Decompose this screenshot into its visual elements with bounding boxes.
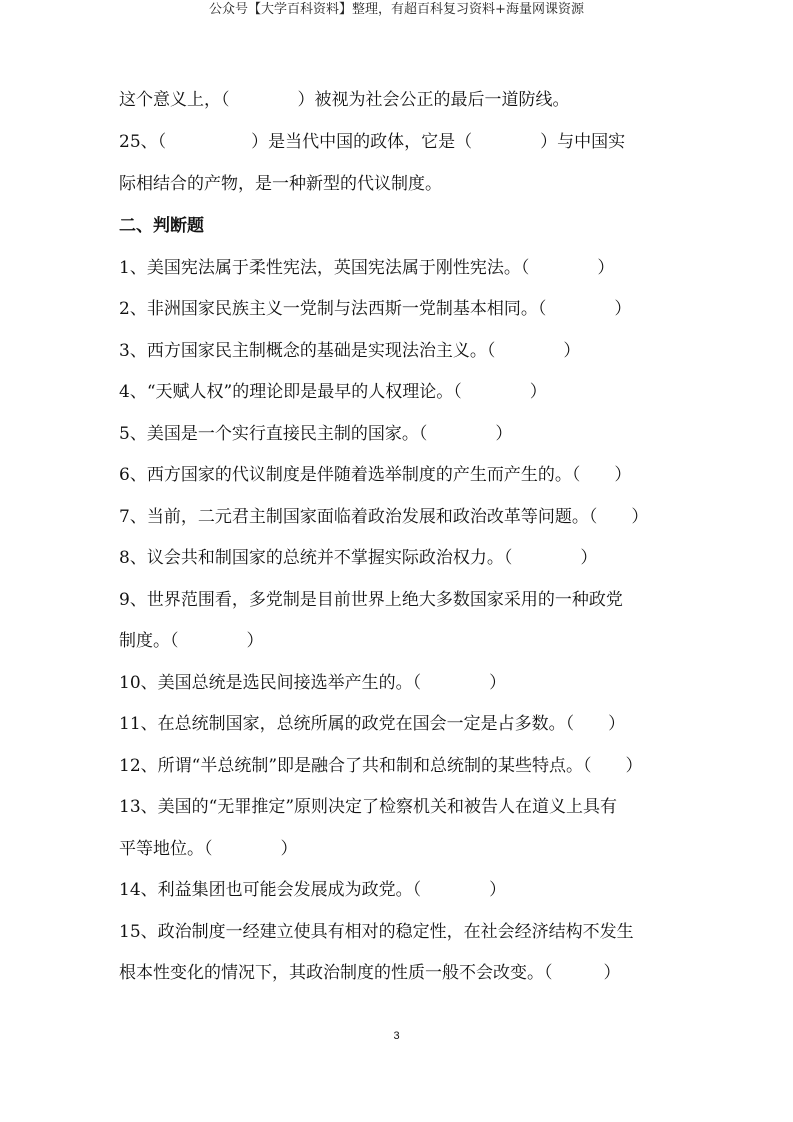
- question-11: 11、在总统制国家，总统所属的政党在国会一定是占多数。（ ）: [119, 714, 626, 734]
- question-9-line-1: 9、世界范围看，多党制是目前世界上绝大多数国家采用的一种政党: [119, 590, 623, 610]
- question-5: 5、美国是一个实行直接民主制的国家。（ ）: [119, 424, 513, 444]
- text-line: 这个意义上，（ ）被视为社会公正的最后一道防线。: [119, 90, 570, 110]
- page-header: 公众号【大学百科资料】整理，有超百科复习资料+海量网课资源: [209, 2, 584, 17]
- question-7: 7、当前，二元君主制国家面临着政治发展和政治改革等问题。（ ）: [119, 507, 649, 527]
- question-6: 6、西方国家的代议制度是伴随着选举制度的产生而产生的。（ ）: [119, 465, 632, 485]
- question-13-line-1: 13、美国的“无罪推定”原则决定了检察机关和被告人在道义上具有: [119, 797, 618, 817]
- question-9-line-2: 制度。（ ）: [119, 631, 264, 651]
- question-15-line-1: 15、政治制度一经建立使具有相对的稳定性，在社会经济结构不发生: [119, 922, 634, 942]
- question-12: 12、所谓“半总统制”即是融合了共和制和总统制的某些特点。（ ）: [119, 756, 643, 776]
- question-15-line-2: 根本性变化的情况下，其政治制度的性质一般不会改变。（ ）: [119, 963, 621, 983]
- question-4: 4、“天赋人权”的理论即是最早的人权理论。（ ）: [119, 382, 547, 402]
- question-8: 8、议会共和制国家的总统并不掌握实际政治权力。（ ）: [119, 548, 598, 568]
- question-14: 14、利益集团也可能会发展成为政党。（ ）: [119, 880, 507, 900]
- section-heading: 二、判断题: [119, 216, 204, 236]
- question-3: 3、西方国家民主制概念的基础是实现法治主义。（ ）: [119, 341, 581, 361]
- question-25-line-1: 25、（ ）是当代中国的政体，它是（ ）与中国实: [119, 132, 626, 152]
- question-2: 2、非洲国家民族主义一党制与法西斯一党制基本相同。（ ）: [119, 299, 632, 319]
- question-10: 10、美国总统是选民间接选举产生的。（ ）: [119, 673, 507, 693]
- question-1: 1、美国宪法属于柔性宪法，英国宪法属于刚性宪法。（ ）: [119, 258, 615, 278]
- question-25-line-2: 际相结合的产物，是一种新型的代议制度。: [119, 174, 442, 194]
- page-number: 3: [393, 1030, 400, 1042]
- question-13-line-2: 平等地位。（ ）: [119, 839, 298, 859]
